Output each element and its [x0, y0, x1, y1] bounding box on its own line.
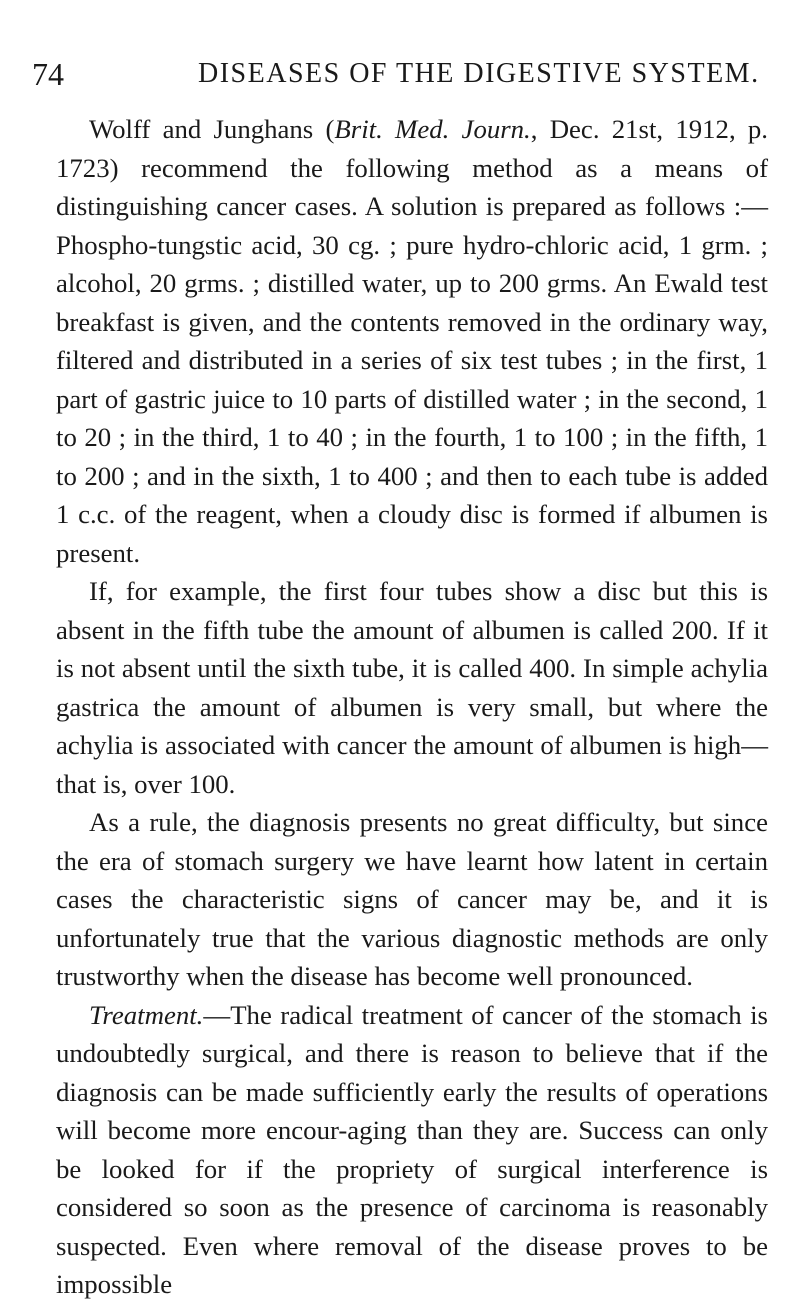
paragraph-diagnosis: As a rule, the diagnosis presents no great difficulty, but since the era of stomach surgery we have learnt how latent in certain cases the characteristic signs of cancer may be, and it is unfortunately true that the various diagnostic methods are only trustworthy when the disease has become well pronounced.	[56, 807, 768, 991]
paragraph-method	[56, 110, 768, 572]
paragraph-method-text: , Dec. 21st, 1912, p. 1723) recommend the following method as a means of distinguishing cancer cases. A solution is prepared as follows :—Phospho-tungstic acid, 30 cg. ; pure hydro-chloric acid, 1 grm. ; alcohol, 20 grms. ; distilled water, up to 200 grms. An Ewald test breakfast is given, and the contents removed in the ordinary way, filtered and distributed in a series of six test tubes ; in the first, 1 part of gastric juice to 10 parts of distilled water ; in the second, 1 to 20 ; in the third, 1 to 40 ; in the fourth, 1 to 100 ; in the fifth, 1 to 200 ; and in the sixth, 1 to 400 ; and then to each tube is added 1 c.c. of the reagent, when a cloudy disc is formed if albumen is present.	[56, 114, 768, 568]
paragraph-treatment-text: —The radical treatment of cancer of the stomach is undoubtedly surgical, and there is reason to believe that if the diagnosis can be made sufficiently early the results of operations will become more encour-aging than they are. Success can only be looked for if the propriety of surgical interference is considered so soon as the presence of carcinoma is reasonably suspected. Even where removal of the disease proves to be impossible	[56, 999, 768, 1299]
paragraph-treatment	[56, 996, 768, 1304]
journal-citation: Brit. Med. Journ.	[334, 114, 531, 144]
body-text	[56, 110, 768, 1304]
running-head-title: DISEASES OF THE DIGESTIVE SYSTEM.	[198, 58, 760, 89]
paragraph-method-intro: Wolff and Junghans (	[89, 114, 335, 144]
running-head	[32, 52, 760, 96]
paragraph-example: If, for example, the first four tubes show a disc but this is absent in the fifth tube the amount of albumen is called 200. If it is not absent until the sixth tube, it is called 400. In simple achylia gastrica the amount of albumen is very small, but where the achylia is associated with cancer the amount of albumen is high—that is, over 100.	[56, 576, 768, 799]
page-number: 74	[32, 56, 64, 92]
treatment-heading: Treatment.	[89, 999, 204, 1030]
